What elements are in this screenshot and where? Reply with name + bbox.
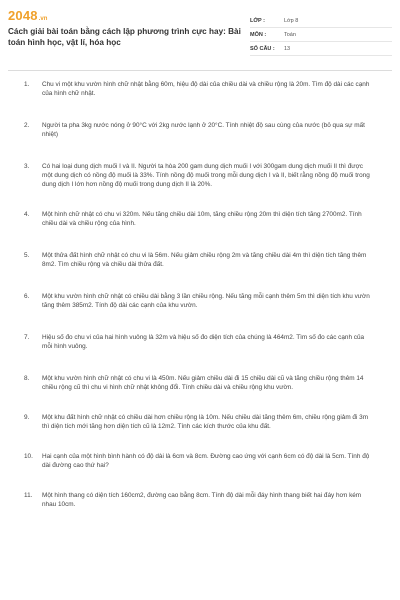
question-number: 6. [24,293,30,300]
question-item [24,251,392,269]
question-item [24,162,392,189]
header-divider [8,70,392,71]
question-text: Một khu đất hình chữ nhật có chiều dài hơn chiều rộng là 10m. Nếu chiều dài tăng thêm 6m, chiều rộng giảm đi 3m thì diện tích mới tăng hơn diện tích cũ là 12m2. Tính các kích thước của khu đất. [42,414,369,430]
question-number: 11. [24,492,33,499]
question-number: 10. [24,453,33,460]
info-value: Lớp 8 [284,17,299,24]
question-item [24,333,392,351]
info-value: 13 [284,45,291,52]
question-list [8,80,392,509]
question-item [24,210,392,228]
question-number: 2. [24,122,30,129]
question-item [24,452,392,470]
info-value: Toán [284,31,296,38]
question-text: Có hai loại dung dịch muối I và II. Người ta hòa 200 gam dung dịch muối I với 300gam dung dịch muối II thì được một dung dịch có nồng độ muối là 33%. Tính nồng độ muối trong mỗi dung dịch I và II, biết rằng nồng độ muối trong dung dịch I lớn hơn nồng độ muối trong dung dịch II là 20%. [42,163,370,188]
worksheet-header [8,6,392,64]
question-text: Một thửa đất hình chữ nhật có chu vi là 56m. Nếu giảm chiều rộng 2m và tăng chiều dài 4m thì diện tích tăng thêm 8m2. Tìm chiều rộng và chiều dài thửa đất. [42,252,367,268]
question-number: 4. [24,211,30,218]
question-text: Một khu vườn hình chữ nhật có chiều dài bằng 3 lần chiều rộng. Nếu tăng mỗi cạnh thêm 5m thì diện tích khu vườn tăng thêm 385m2. Tính độ dài các cạnh của khu vườn. [42,293,370,309]
question-text: Một khu vườn hình chữ nhật có chu vi là 450m. Nếu giảm chiều dài đi 15 chiều dài cũ và tăng chiều rộng thêm 14 chiều rộng cũ thì chu vi hình chữ nhật không đổi. Tính chiều dài và chiều rộng khu vườn. [42,375,364,391]
question-number: 5. [24,252,30,259]
question-item [24,121,392,139]
question-number: 9. [24,414,30,421]
info-label: MÔN : [250,31,267,38]
logo-main-text: 2048 [8,8,38,23]
question-text: Hai cạnh của một hình bình hành có độ dài là 6cm và 8cm. Đường cao ứng với cạnh 6cm có độ dài là 5cm. Tính độ dài đường cao thứ hai? [42,453,370,469]
question-number: 1. [24,81,30,88]
question-text: Người ta pha 3kg nước nóng ở 90°C với 2kg nước lạnh ở 20°C. Tính nhiệt độ sau cùng của nước (bỏ qua sự mất nhiệt) [42,122,365,138]
info-row-question-count [250,42,392,56]
info-label: SỐ CÂU : [250,45,275,52]
info-row-subject [250,28,392,42]
question-item [24,413,392,431]
question-text: Một hình thang có diện tích 160cm2, đường cao bằng 8cm. Tính độ dài mỗi đáy hình thang biết hai đáy hơn kém nhau 10cm. [42,492,362,508]
header-left [8,6,248,48]
site-logo[interactable] [8,8,248,24]
question-item [24,80,392,98]
question-number: 8. [24,375,30,382]
question-text: Chu vi một khu vườn hình chữ nhật bằng 60m, hiệu độ dài của chiều dài và chiều rộng là 20m. Tìm độ dài các cạnh của hình chữ nhật. [42,81,370,97]
question-item [24,374,392,392]
info-label: LỚP : [250,17,265,24]
question-number: 3. [24,163,30,170]
logo-domain-text: .vn [38,16,48,22]
question-number: 7. [24,334,30,341]
question-item [24,491,392,509]
question-item [24,292,392,310]
question-text: Một hình chữ nhật có chu vi 320m. Nếu tăng chiều dài 10m, tăng chiều rộng 20m thì diện tích tăng 2700m2. Tính chiều dài và chiều rộng của hình. [42,211,362,227]
question-text: Hiệu số đo chu vi của hai hình vuông là 32m và hiệu số đo diện tích của chúng là 464m2. Tìm số đo các cạnh của mỗi hình vuông. [42,334,365,350]
info-table [250,14,392,56]
info-row-grade [250,14,392,28]
document-title: Cách giải bài toán bằng cách lập phương trình cực hay: Bài toán hình học, vật lí, hóa học [8,27,241,47]
